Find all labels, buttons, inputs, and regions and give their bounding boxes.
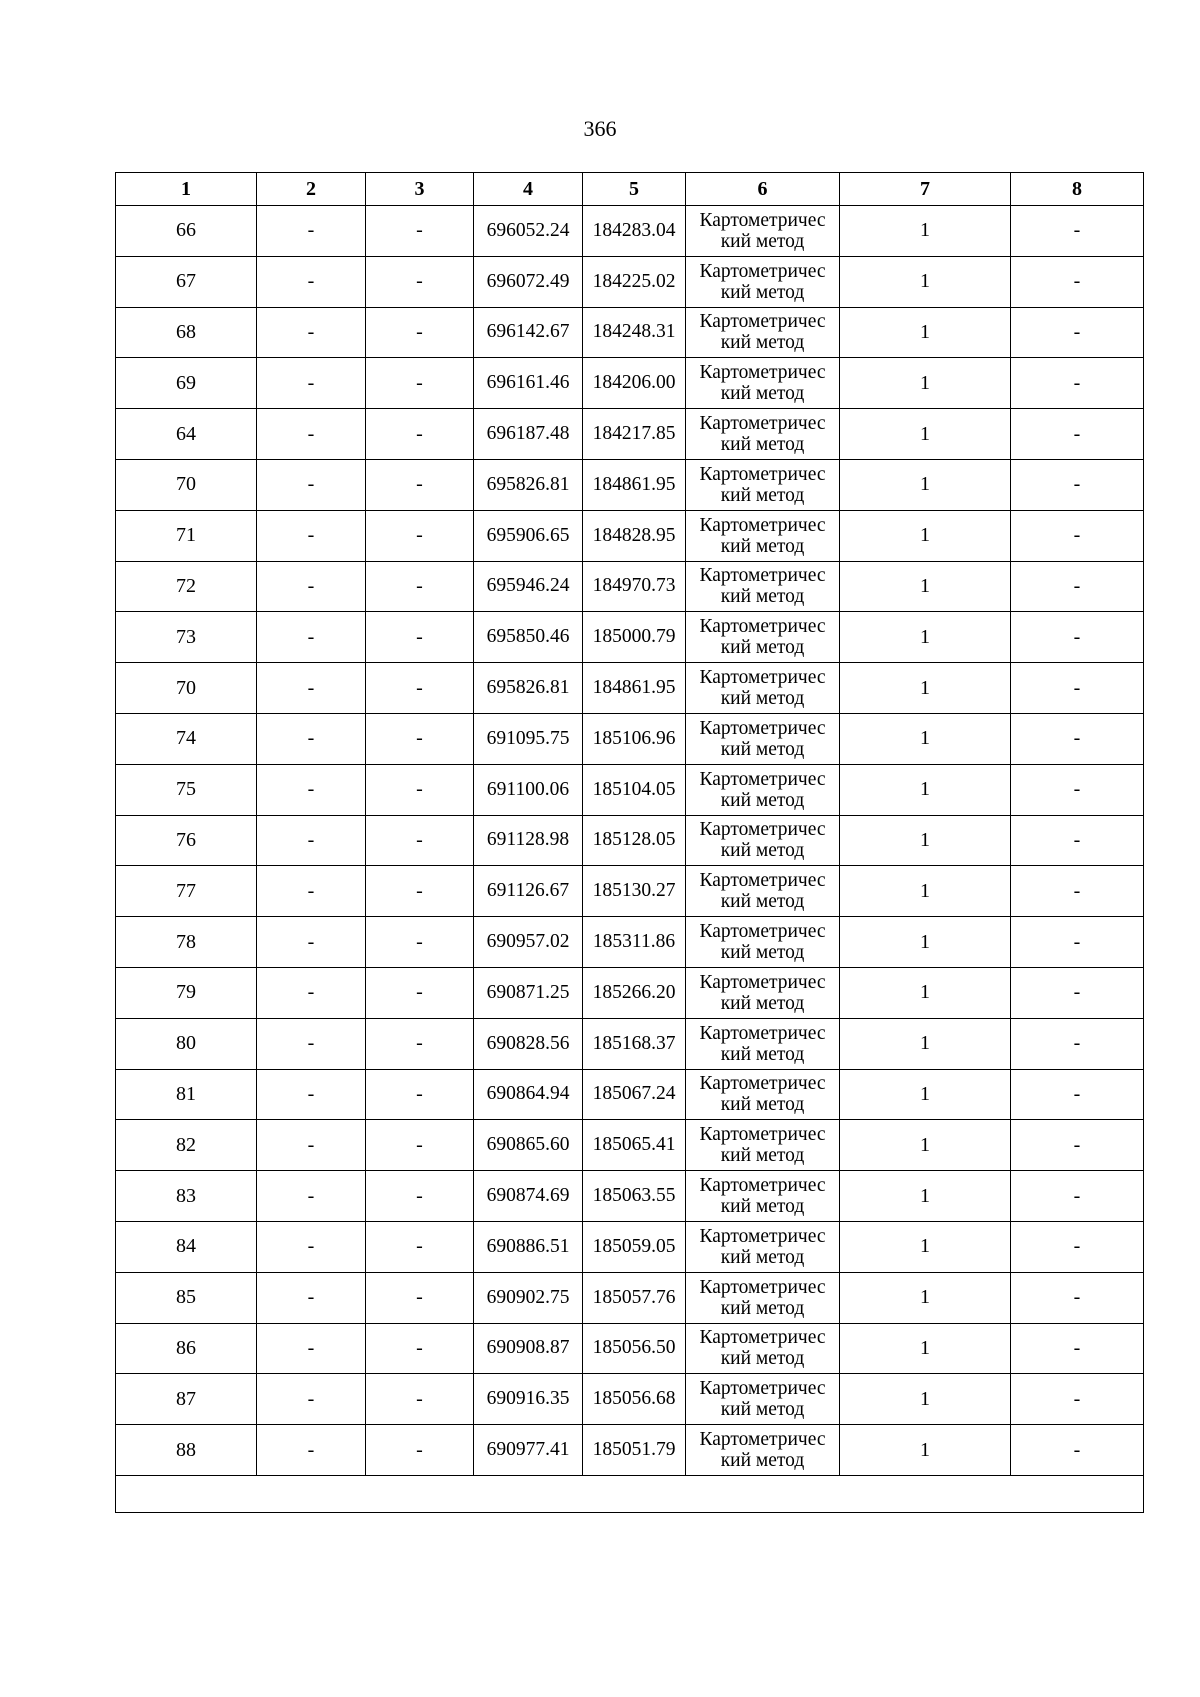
point-number-cell: 69: [116, 358, 257, 409]
col8-cell: -: [1011, 358, 1144, 409]
precision-cell: 1: [840, 459, 1011, 510]
precision-cell: 1: [840, 1120, 1011, 1171]
col8-cell: -: [1011, 256, 1144, 307]
x-coordinate-cell: 691126.67: [474, 866, 583, 917]
col8-cell: -: [1011, 1272, 1144, 1323]
table-row: [116, 663, 1144, 714]
method-cell: Картометричес кий метод: [686, 917, 840, 968]
precision-cell: 1: [840, 358, 1011, 409]
precision-cell: 1: [840, 1171, 1011, 1222]
table-row: [116, 967, 1144, 1018]
col2-cell: -: [257, 917, 366, 968]
precision-cell: 1: [840, 510, 1011, 561]
point-number-cell: 85: [116, 1272, 257, 1323]
table-row: [116, 561, 1144, 612]
x-coordinate-cell: 690902.75: [474, 1272, 583, 1323]
col8-cell: -: [1011, 459, 1144, 510]
method-cell: Картометричес кий метод: [686, 409, 840, 460]
col3-cell: -: [366, 1323, 474, 1374]
x-coordinate-cell: 690957.02: [474, 917, 583, 968]
precision-cell: 1: [840, 1374, 1011, 1425]
col8-cell: -: [1011, 1323, 1144, 1374]
method-cell: Картометричес кий метод: [686, 1374, 840, 1425]
col2-cell: -: [257, 206, 366, 257]
col3-cell: -: [366, 612, 474, 663]
method-cell: Картометричес кий метод: [686, 1221, 840, 1272]
y-coordinate-cell: 185311.86: [583, 917, 686, 968]
x-coordinate-cell: 695850.46: [474, 612, 583, 663]
table-row: [116, 1120, 1144, 1171]
point-number-cell: 73: [116, 612, 257, 663]
precision-cell: 1: [840, 663, 1011, 714]
method-cell: Картометричес кий метод: [686, 206, 840, 257]
y-coordinate-cell: 185051.79: [583, 1425, 686, 1476]
point-number-cell: 86: [116, 1323, 257, 1374]
table-row: [116, 409, 1144, 460]
col2-cell: -: [257, 1069, 366, 1120]
point-number-cell: 80: [116, 1018, 257, 1069]
precision-cell: 1: [840, 713, 1011, 764]
y-coordinate-cell: 184861.95: [583, 459, 686, 510]
precision-cell: 1: [840, 1221, 1011, 1272]
method-cell: Картометричес кий метод: [686, 815, 840, 866]
y-coordinate-cell: 185059.05: [583, 1221, 686, 1272]
col3-cell: -: [366, 866, 474, 917]
col3-cell: -: [366, 510, 474, 561]
column-header-7: 7: [840, 173, 1011, 206]
x-coordinate-cell: 696072.49: [474, 256, 583, 307]
point-number-cell: 81: [116, 1069, 257, 1120]
table-row: [116, 764, 1144, 815]
method-cell: Картометричес кий метод: [686, 764, 840, 815]
y-coordinate-cell: 185106.96: [583, 713, 686, 764]
col2-cell: -: [257, 1425, 366, 1476]
point-number-cell: 66: [116, 206, 257, 257]
column-header-2: 2: [257, 173, 366, 206]
method-cell: Картометричес кий метод: [686, 866, 840, 917]
y-coordinate-cell: 184248.31: [583, 307, 686, 358]
y-coordinate-cell: 185056.68: [583, 1374, 686, 1425]
table-row: [116, 1425, 1144, 1476]
col8-cell: -: [1011, 409, 1144, 460]
col8-cell: -: [1011, 307, 1144, 358]
x-coordinate-cell: 696142.67: [474, 307, 583, 358]
col2-cell: -: [257, 1272, 366, 1323]
precision-cell: 1: [840, 1018, 1011, 1069]
col3-cell: -: [366, 1425, 474, 1476]
point-number-cell: 70: [116, 459, 257, 510]
col3-cell: -: [366, 1018, 474, 1069]
method-cell: Картометричес кий метод: [686, 1171, 840, 1222]
precision-cell: 1: [840, 866, 1011, 917]
precision-cell: 1: [840, 561, 1011, 612]
method-cell: Картометричес кий метод: [686, 713, 840, 764]
y-coordinate-cell: 184861.95: [583, 663, 686, 714]
y-coordinate-cell: 185063.55: [583, 1171, 686, 1222]
col2-cell: -: [257, 1018, 366, 1069]
point-number-cell: 72: [116, 561, 257, 612]
point-number-cell: 67: [116, 256, 257, 307]
x-coordinate-cell: 696052.24: [474, 206, 583, 257]
point-number-cell: 87: [116, 1374, 257, 1425]
method-cell: Картометричес кий метод: [686, 510, 840, 561]
col2-cell: -: [257, 713, 366, 764]
method-cell: Картометричес кий метод: [686, 663, 840, 714]
column-header-6: 6: [686, 173, 840, 206]
table-row: [116, 1221, 1144, 1272]
col3-cell: -: [366, 561, 474, 612]
table-row: [116, 1171, 1144, 1222]
col8-cell: -: [1011, 510, 1144, 561]
col2-cell: -: [257, 561, 366, 612]
col3-cell: -: [366, 307, 474, 358]
col3-cell: -: [366, 663, 474, 714]
method-cell: Картометричес кий метод: [686, 459, 840, 510]
precision-cell: 1: [840, 1323, 1011, 1374]
point-number-cell: 82: [116, 1120, 257, 1171]
x-coordinate-cell: 695826.81: [474, 663, 583, 714]
table-row: [116, 510, 1144, 561]
table-row: [116, 866, 1144, 917]
col3-cell: -: [366, 459, 474, 510]
table-row: [116, 1272, 1144, 1323]
x-coordinate-cell: 691100.06: [474, 764, 583, 815]
col8-cell: -: [1011, 1171, 1144, 1222]
x-coordinate-cell: 695906.65: [474, 510, 583, 561]
point-number-cell: 78: [116, 917, 257, 968]
col3-cell: -: [366, 713, 474, 764]
method-cell: Картометричес кий метод: [686, 1425, 840, 1476]
y-coordinate-cell: 185168.37: [583, 1018, 686, 1069]
col3-cell: -: [366, 1069, 474, 1120]
y-coordinate-cell: 185000.79: [583, 612, 686, 663]
col2-cell: -: [257, 307, 366, 358]
column-header-5: 5: [583, 173, 686, 206]
x-coordinate-cell: 695826.81: [474, 459, 583, 510]
x-coordinate-cell: 690886.51: [474, 1221, 583, 1272]
col8-cell: -: [1011, 561, 1144, 612]
col3-cell: -: [366, 358, 474, 409]
point-number-cell: 77: [116, 866, 257, 917]
table-row: [116, 815, 1144, 866]
x-coordinate-cell: 690871.25: [474, 967, 583, 1018]
empty-cell: [116, 1475, 1144, 1512]
table-row: [116, 358, 1144, 409]
col8-cell: -: [1011, 967, 1144, 1018]
col2-cell: -: [257, 1171, 366, 1222]
x-coordinate-cell: 690916.35: [474, 1374, 583, 1425]
x-coordinate-cell: 695946.24: [474, 561, 583, 612]
col2-cell: -: [257, 1323, 366, 1374]
col2-cell: -: [257, 409, 366, 460]
method-cell: Картометричес кий метод: [686, 612, 840, 663]
col3-cell: -: [366, 1171, 474, 1222]
y-coordinate-cell: 184217.85: [583, 409, 686, 460]
method-cell: Картометричес кий метод: [686, 358, 840, 409]
x-coordinate-cell: 690864.94: [474, 1069, 583, 1120]
method-cell: Картометричес кий метод: [686, 561, 840, 612]
table-row: [116, 1018, 1144, 1069]
x-coordinate-cell: 690865.60: [474, 1120, 583, 1171]
col2-cell: -: [257, 815, 366, 866]
col8-cell: -: [1011, 1018, 1144, 1069]
y-coordinate-cell: 184206.00: [583, 358, 686, 409]
col2-cell: -: [257, 1221, 366, 1272]
col8-cell: -: [1011, 866, 1144, 917]
y-coordinate-cell: 184828.95: [583, 510, 686, 561]
column-header-4: 4: [474, 173, 583, 206]
col2-cell: -: [257, 967, 366, 1018]
point-number-cell: 75: [116, 764, 257, 815]
col2-cell: -: [257, 764, 366, 815]
table-row: [116, 1323, 1144, 1374]
x-coordinate-cell: 690828.56: [474, 1018, 583, 1069]
point-number-cell: 79: [116, 967, 257, 1018]
precision-cell: 1: [840, 815, 1011, 866]
method-cell: Картометричес кий метод: [686, 307, 840, 358]
precision-cell: 1: [840, 612, 1011, 663]
col8-cell: -: [1011, 764, 1144, 815]
precision-cell: 1: [840, 917, 1011, 968]
point-number-cell: 74: [116, 713, 257, 764]
col2-cell: -: [257, 663, 366, 714]
col8-cell: -: [1011, 713, 1144, 764]
table-header-row: [116, 173, 1144, 206]
col3-cell: -: [366, 815, 474, 866]
point-number-cell: 83: [116, 1171, 257, 1222]
table-row: [116, 206, 1144, 257]
col3-cell: -: [366, 256, 474, 307]
col3-cell: -: [366, 206, 474, 257]
point-number-cell: 70: [116, 663, 257, 714]
y-coordinate-cell: 185067.24: [583, 1069, 686, 1120]
method-cell: Картометричес кий метод: [686, 1323, 840, 1374]
method-cell: Картометричес кий метод: [686, 1018, 840, 1069]
col8-cell: -: [1011, 1425, 1144, 1476]
col2-cell: -: [257, 256, 366, 307]
col2-cell: -: [257, 459, 366, 510]
col8-cell: -: [1011, 1374, 1144, 1425]
method-cell: Картометричес кий метод: [686, 1120, 840, 1171]
column-header-8: 8: [1011, 173, 1144, 206]
y-coordinate-cell: 184283.04: [583, 206, 686, 257]
method-cell: Картометричес кий метод: [686, 1069, 840, 1120]
col8-cell: -: [1011, 663, 1144, 714]
y-coordinate-cell: 184970.73: [583, 561, 686, 612]
point-number-cell: 84: [116, 1221, 257, 1272]
precision-cell: 1: [840, 307, 1011, 358]
col2-cell: -: [257, 866, 366, 917]
col8-cell: -: [1011, 815, 1144, 866]
coordinates-table: [115, 172, 1144, 1513]
col2-cell: -: [257, 1374, 366, 1425]
precision-cell: 1: [840, 409, 1011, 460]
table-body: [116, 206, 1144, 1513]
point-number-cell: 76: [116, 815, 257, 866]
table-row: [116, 459, 1144, 510]
y-coordinate-cell: 185056.50: [583, 1323, 686, 1374]
y-coordinate-cell: 185128.05: [583, 815, 686, 866]
col2-cell: -: [257, 510, 366, 561]
col8-cell: -: [1011, 612, 1144, 663]
x-coordinate-cell: 690977.41: [474, 1425, 583, 1476]
table-row: [116, 1374, 1144, 1425]
table-row: [116, 612, 1144, 663]
precision-cell: 1: [840, 1425, 1011, 1476]
precision-cell: 1: [840, 967, 1011, 1018]
point-number-cell: 64: [116, 409, 257, 460]
col3-cell: -: [366, 967, 474, 1018]
point-number-cell: 88: [116, 1425, 257, 1476]
x-coordinate-cell: 690874.69: [474, 1171, 583, 1222]
precision-cell: 1: [840, 206, 1011, 257]
col3-cell: -: [366, 1374, 474, 1425]
table-row: [116, 1069, 1144, 1120]
y-coordinate-cell: 185130.27: [583, 866, 686, 917]
col8-cell: -: [1011, 1221, 1144, 1272]
y-coordinate-cell: 185104.05: [583, 764, 686, 815]
table-row: [116, 917, 1144, 968]
column-header-1: 1: [116, 173, 257, 206]
precision-cell: 1: [840, 1069, 1011, 1120]
table-row: [116, 307, 1144, 358]
col2-cell: -: [257, 1120, 366, 1171]
col3-cell: -: [366, 764, 474, 815]
empty-table-row: [116, 1475, 1144, 1512]
table-row: [116, 256, 1144, 307]
y-coordinate-cell: 185057.76: [583, 1272, 686, 1323]
method-cell: Картометричес кий метод: [686, 256, 840, 307]
col2-cell: -: [257, 612, 366, 663]
precision-cell: 1: [840, 256, 1011, 307]
x-coordinate-cell: 690908.87: [474, 1323, 583, 1374]
x-coordinate-cell: 691128.98: [474, 815, 583, 866]
col3-cell: -: [366, 1272, 474, 1323]
col3-cell: -: [366, 409, 474, 460]
col8-cell: -: [1011, 1069, 1144, 1120]
page-number: 366: [583, 116, 617, 141]
method-cell: Картометричес кий метод: [686, 1272, 840, 1323]
col3-cell: -: [366, 1221, 474, 1272]
x-coordinate-cell: 696161.46: [474, 358, 583, 409]
x-coordinate-cell: 696187.48: [474, 409, 583, 460]
y-coordinate-cell: 185266.20: [583, 967, 686, 1018]
point-number-cell: 68: [116, 307, 257, 358]
table-row: [116, 713, 1144, 764]
col3-cell: -: [366, 917, 474, 968]
col3-cell: -: [366, 1120, 474, 1171]
col8-cell: -: [1011, 917, 1144, 968]
precision-cell: 1: [840, 1272, 1011, 1323]
column-header-3: 3: [366, 173, 474, 206]
method-cell: Картометричес кий метод: [686, 967, 840, 1018]
x-coordinate-cell: 691095.75: [474, 713, 583, 764]
col8-cell: -: [1011, 1120, 1144, 1171]
precision-cell: 1: [840, 764, 1011, 815]
col8-cell: -: [1011, 206, 1144, 257]
col2-cell: -: [257, 358, 366, 409]
y-coordinate-cell: 184225.02: [583, 256, 686, 307]
y-coordinate-cell: 185065.41: [583, 1120, 686, 1171]
point-number-cell: 71: [116, 510, 257, 561]
